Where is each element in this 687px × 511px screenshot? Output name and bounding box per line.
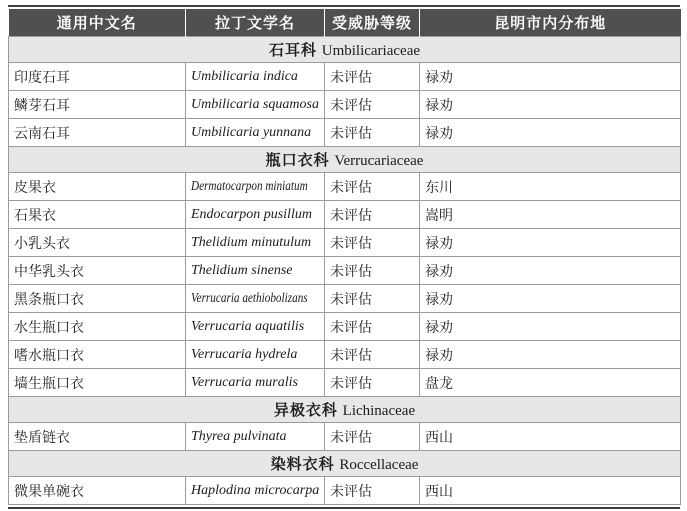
- family-section-row: [9, 146, 681, 172]
- common-name-cell: 云南石耳: [9, 118, 186, 146]
- latin-name-text: Verrucaria hydrela: [191, 346, 298, 362]
- threat-level-column-header: 受威胁等级: [325, 9, 420, 36]
- latin-name-text: Verrucaria muralis: [191, 374, 298, 390]
- common-name-cell: 黑条瓶口衣: [9, 284, 186, 312]
- common-name-cell: 鳞芽石耳: [9, 90, 186, 118]
- distribution-cell: 盘龙: [420, 368, 681, 396]
- distribution-cell: 嵩明: [420, 200, 681, 228]
- threat-level-cell: 未评估: [325, 476, 420, 504]
- species-row: [9, 256, 681, 284]
- common-name-cell: 墙生瓶口衣: [9, 368, 186, 396]
- threat-level-cell: 未评估: [325, 340, 420, 368]
- family-section-row: [9, 450, 681, 476]
- family-section-cell: [9, 450, 681, 476]
- family-section-row: [9, 396, 681, 422]
- species-row: [9, 368, 681, 396]
- threat-level-cell: 未评估: [325, 422, 420, 450]
- threat-level-cell: 未评估: [325, 118, 420, 146]
- latin-name-cell: [186, 228, 325, 256]
- latin-name-cell: [186, 312, 325, 340]
- latin-name-text: Umbilicaria squamosa: [191, 96, 319, 112]
- distribution-column-header: 昆明市内分布地: [420, 9, 681, 36]
- species-row: [9, 284, 681, 312]
- distribution-cell: 禄劝: [420, 118, 681, 146]
- family-name-cn: 异极衣科: [273, 402, 343, 419]
- distribution-cell: 西山: [420, 422, 681, 450]
- latin-name-text: Haplodina microcarpa: [191, 482, 320, 498]
- bottom-rule: [8, 507, 680, 509]
- distribution-cell: 禄劝: [420, 340, 681, 368]
- species-row: [9, 340, 681, 368]
- family-name-latin: Lichinaceae: [342, 402, 416, 419]
- distribution-cell: 西山: [420, 476, 681, 504]
- latin-name-column-header: 拉丁文学名: [186, 9, 325, 36]
- common-name-cell: 微果单碗衣: [9, 476, 186, 504]
- family-section-row: [9, 36, 681, 62]
- latin-name-text: Thyrea pulvinata: [191, 428, 287, 444]
- header-row: [9, 9, 681, 36]
- threat-level-cell: 未评估: [325, 90, 420, 118]
- threat-level-cell: 未评估: [325, 368, 420, 396]
- latin-name-text: Endocarpon pusillum: [191, 206, 312, 222]
- species-table-wrap: [8, 5, 680, 509]
- species-table: [8, 9, 681, 505]
- distribution-cell: 东川: [420, 172, 681, 200]
- family-name-cn: 染料衣科: [270, 456, 340, 473]
- species-row: [9, 200, 681, 228]
- common-name-cell: 石果衣: [9, 200, 186, 228]
- table-body: [9, 36, 681, 504]
- species-row: [9, 476, 681, 504]
- latin-name-text: Umbilicaria indica: [191, 68, 298, 84]
- family-name-latin: Umbilicariaceae: [321, 42, 421, 59]
- species-row: [9, 90, 681, 118]
- family-section-cell: [9, 396, 681, 422]
- latin-name-cell: [186, 90, 325, 118]
- common-name-cell: 皮果衣: [9, 172, 186, 200]
- latin-name-cell: [186, 172, 325, 200]
- common-name-cell: 中华乳头衣: [9, 256, 186, 284]
- latin-name-text: Umbilicaria yunnana: [191, 124, 312, 140]
- distribution-cell: 禄劝: [420, 256, 681, 284]
- family-name-cn: 瓶口衣科: [265, 152, 335, 169]
- threat-level-cell: 未评估: [325, 284, 420, 312]
- species-row: [9, 228, 681, 256]
- latin-name-cell: [186, 284, 325, 312]
- latin-name-text: Thelidium sinense: [191, 262, 293, 278]
- distribution-cell: 禄劝: [420, 312, 681, 340]
- species-row: [9, 422, 681, 450]
- latin-name-cell: [186, 422, 325, 450]
- latin-name-cell: [186, 118, 325, 146]
- family-name-cn: 石耳科: [268, 42, 322, 59]
- common-name-cell: 垫盾链衣: [9, 422, 186, 450]
- table-header: [9, 9, 681, 36]
- latin-name-cell: [186, 368, 325, 396]
- threat-level-cell: 未评估: [325, 312, 420, 340]
- family-section-cell: [9, 146, 681, 172]
- common-name-column-header: 通用中文名: [9, 9, 186, 36]
- threat-level-cell: 未评估: [325, 200, 420, 228]
- family-name-latin: Roccellaceae: [339, 456, 419, 473]
- species-row: [9, 312, 681, 340]
- latin-name-cell: [186, 476, 325, 504]
- common-name-cell: 水生瓶口衣: [9, 312, 186, 340]
- latin-name-cell: [186, 256, 325, 284]
- threat-level-cell: 未评估: [325, 62, 420, 90]
- threat-level-cell: 未评估: [325, 172, 420, 200]
- threat-level-cell: 未评估: [325, 228, 420, 256]
- distribution-cell: 禄劝: [420, 62, 681, 90]
- common-name-cell: 嗜水瓶口衣: [9, 340, 186, 368]
- distribution-cell: 禄劝: [420, 284, 681, 312]
- common-name-cell: 印度石耳: [9, 62, 186, 90]
- top-rule: [8, 5, 680, 7]
- distribution-cell: 禄劝: [420, 90, 681, 118]
- threat-level-cell: 未评估: [325, 256, 420, 284]
- latin-name-text: Verrucaria aquatilis: [191, 318, 305, 334]
- latin-name-text: Thelidium minutulum: [191, 234, 312, 250]
- family-name-latin: Verrucariaceae: [334, 152, 424, 169]
- latin-name-cell: [186, 62, 325, 90]
- latin-name-text: Dermatocarpon miniatum: [191, 178, 308, 194]
- latin-name-cell: [186, 200, 325, 228]
- latin-name-cell: [186, 340, 325, 368]
- species-row: [9, 118, 681, 146]
- family-section-cell: [9, 36, 681, 62]
- species-row: [9, 62, 681, 90]
- distribution-cell: 禄劝: [420, 228, 681, 256]
- common-name-cell: 小乳头衣: [9, 228, 186, 256]
- latin-name-text: Verrucaria aethiobolizans: [191, 290, 308, 306]
- species-row: [9, 172, 681, 200]
